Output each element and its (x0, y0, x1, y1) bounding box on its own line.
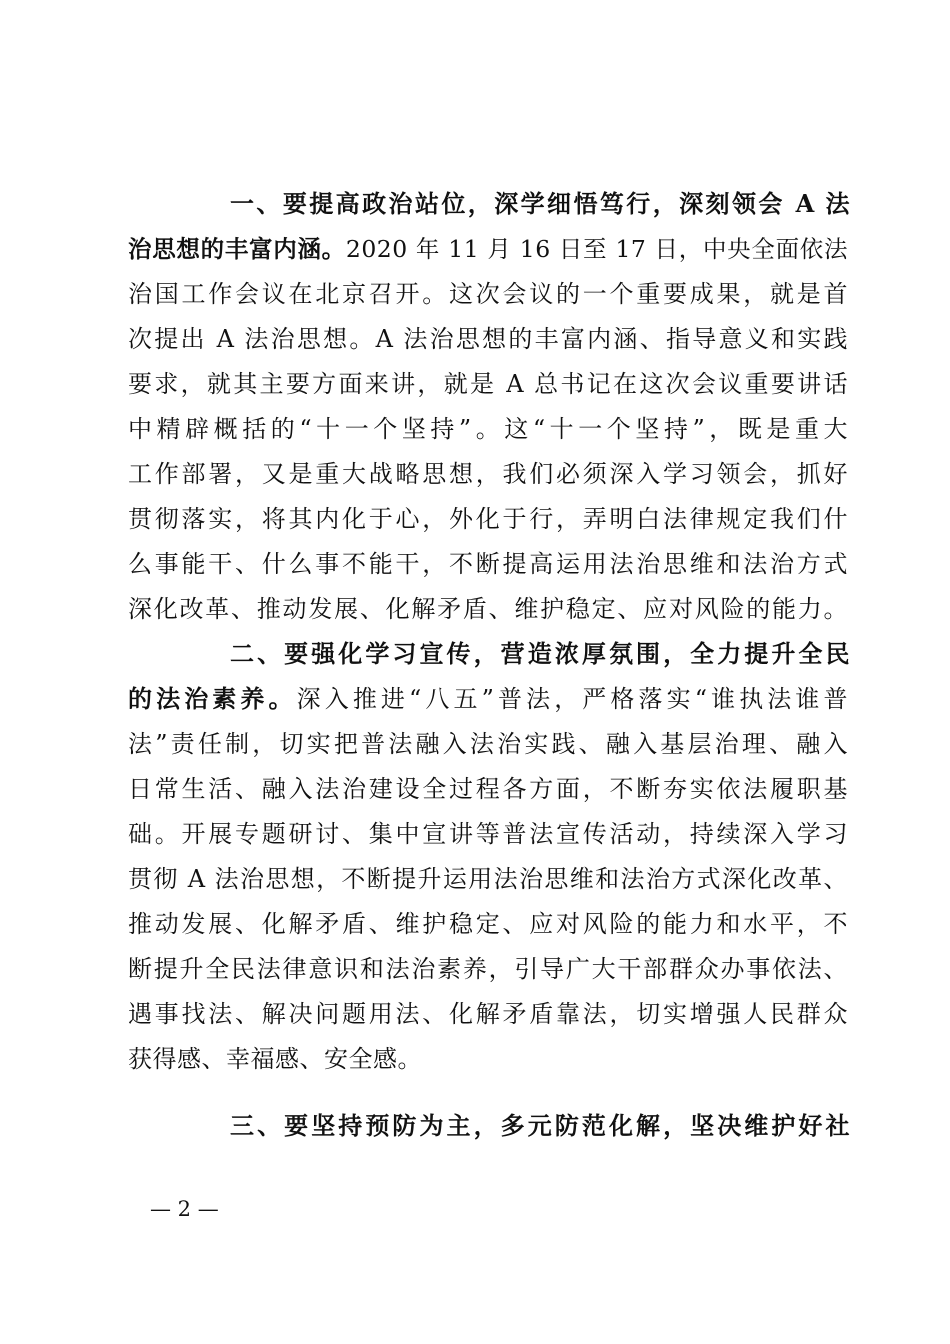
section-2-line: 贯彻 A 法治思想，不断提升运用法治思维和法治方式深化改革、 (128, 865, 848, 893)
section-1-line: 深化改革、推动发展、化解矛盾、维护稳定、应对风险的能力。 (128, 595, 848, 623)
section-1-line: 中精辟概括的“十一个坚持”。这“十一个坚持”，既是重大 (128, 415, 848, 443)
section-1-heading: 一、要提高政治站位，深学细悟笃行，深刻领会 A 法 (230, 189, 850, 218)
section-3-heading: 三、要坚持预防为主，多元防范化解，坚决维护好社 (230, 1111, 850, 1140)
section-2-line-2 (128, 679, 848, 719)
section-2-heading: 二、要强化学习宣传，营造浓厚氛围，全力提升全民 (230, 639, 850, 668)
section-1-line: 么事能干、什么事不能干，不断提高运用法治思维和法治方式 (128, 550, 848, 578)
section-1-line: 要求，就其主要方面来讲，就是 A 总书记在这次会议重要讲话 (128, 370, 848, 398)
section-1-line: 工作部署，又是重大战略思想，我们必须深入学习领会，抓好 (128, 460, 848, 488)
section-2-line: 法”责任制，切实把普法融入法治实践、融入基层治理、融入 (128, 730, 848, 758)
section-1-line: 贯彻落实，将其内化于心，外化于行，弄明白法律规定我们什 (128, 505, 848, 533)
section-2-line: 断提升全民法律意识和法治素养，引导广大干部群众办事依法、 (128, 955, 848, 983)
section-1-line-2 (128, 229, 848, 269)
section-1-heading-cont: 治思想的丰富内涵。 (128, 235, 346, 263)
section-1-line: 治国工作会议在北京召开。这次会议的一个重要成果，就是首 (128, 280, 848, 308)
section-2-heading-cont: 的法治素养。 (128, 684, 297, 713)
page-number: — 2 — (150, 1197, 219, 1221)
section-2-line: 础。开展专题研讨、集中宣讲等普法宣传活动，持续深入学习 (128, 820, 848, 848)
section-2-line: 推动发展、化解矛盾、维护稳定、应对风险的能力和水平，不 (128, 910, 848, 938)
section-1-line: 次提出 A 法治思想。A 法治思想的丰富内涵、指导意义和实践 (128, 325, 848, 353)
section-2-line: 日常生活、融入法治建设全过程各方面，不断夯实依法履职基 (128, 775, 848, 803)
section-1-body-start: 2020 年 11 月 16 日至 17 日，中央全面依法 (345, 235, 849, 263)
section-2-line-last: 获得感、幸福感、安全感。 (128, 1045, 422, 1073)
section-2-line: 遇事找法、解决问题用法、化解矛盾靠法，切实增强人民群众 (128, 1000, 848, 1028)
section-2-body-start: 深入推进“八五”普法，严格落实“谁执法谁普 (296, 685, 848, 713)
